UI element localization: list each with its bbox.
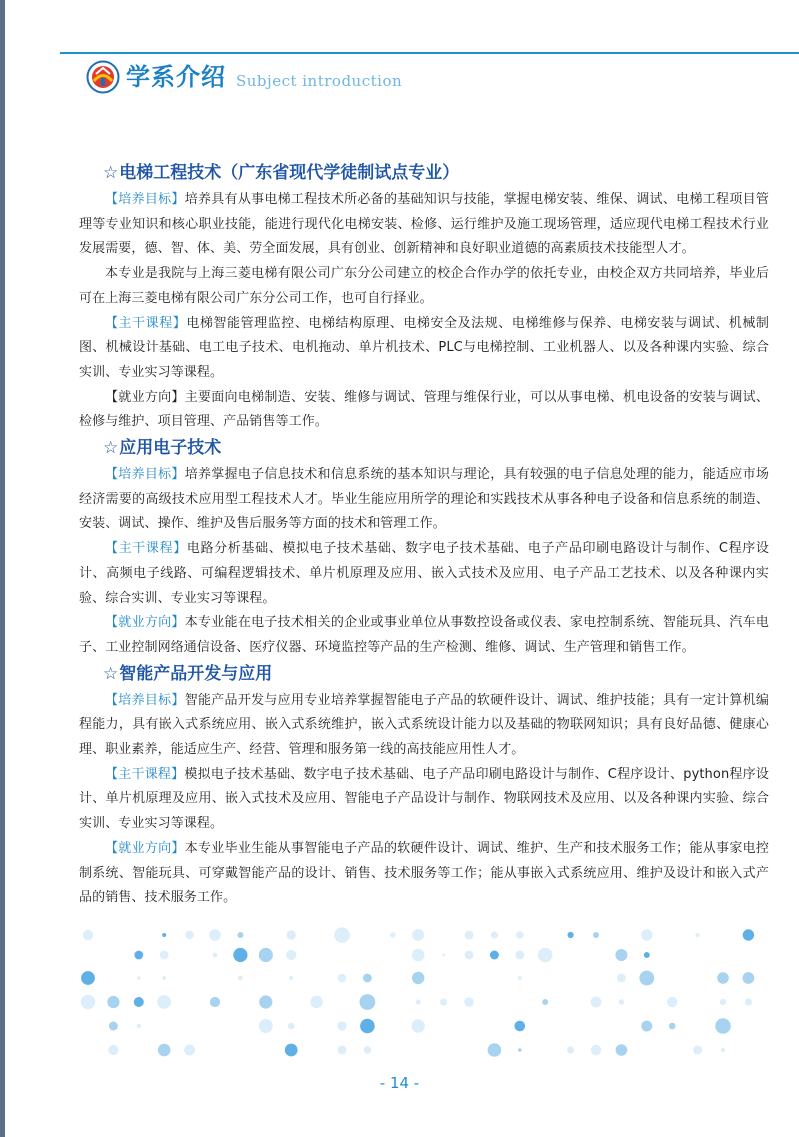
decorative-dot bbox=[518, 976, 522, 980]
page-number: - 14 - bbox=[379, 1074, 420, 1092]
decorative-dot bbox=[615, 949, 627, 961]
decorative-dot bbox=[641, 929, 652, 940]
page-header-subtitle: Subject introduction bbox=[236, 72, 403, 90]
decorative-dot bbox=[412, 972, 424, 984]
decorative-dot bbox=[338, 974, 346, 982]
section-title: ☆电梯工程技术（广东省现代学徒制试点专业） bbox=[103, 163, 460, 183]
paragraph: 【就业方向】主要面向电梯制造、安装、维修与调试、管理与维保行业，可以从事电梯、机电设备的安装与调试、检修与维护、项目管理、产品销售等工作。 bbox=[79, 389, 769, 430]
decorative-dot bbox=[518, 1048, 522, 1052]
decorative-dot bbox=[442, 954, 445, 957]
paragraph: 【培养目标】培养具有从事电梯工程技术所必备的基础知识与技能，掌握电梯安装、维保、调试、电梯工程项目管理等专业知识和核心职业技能，能进行现代化电梯安装、检修、运行维护及施工现场管理，适应现代电梯工程技术行业发展需要，德、智、体、美、劳全面发展，具有创业、创新精神和良好职业道德的高素质技术技能型人才。 bbox=[79, 192, 769, 257]
decorative-dot bbox=[185, 931, 193, 939]
decorative-dot bbox=[162, 976, 166, 980]
decorative-dot bbox=[412, 929, 424, 941]
decorative-dot bbox=[669, 1023, 676, 1030]
decorative-dot bbox=[288, 1023, 295, 1030]
section-title: ☆应用电子技术 bbox=[103, 438, 222, 459]
decorative-dot bbox=[538, 948, 553, 963]
paragraph: 本专业是我院与上海三菱电梯有限公司广东分公司建立的校企合作办学的依托专业，由校企双方共同培养，毕业后可在上海三菱电梯有限公司广东分公司工作，也可自行择业。 bbox=[79, 266, 769, 306]
decorative-dot bbox=[310, 996, 322, 1008]
star-icon: ☆ bbox=[103, 663, 119, 684]
decorative-dot bbox=[109, 1022, 118, 1031]
paragraph: 【主干课程】模拟电子技术基础、数字电子技术基础、电子产品印刷电路设计与制作、C程序设计、python程序设计、单片机原理及应用、嵌入式技术及应用、智能电子产品设计与制作、物联网技术及应用、以及各种课内实验、综合实训、专业实习等课程。 bbox=[79, 766, 769, 832]
decorative-dot bbox=[259, 1019, 273, 1033]
decorative-dot bbox=[641, 1021, 652, 1032]
decorative-dot bbox=[287, 930, 296, 939]
decorative-dot bbox=[360, 1019, 375, 1034]
decorative-dot bbox=[289, 976, 293, 980]
decorative-dot bbox=[81, 971, 95, 985]
decorative-dot bbox=[338, 1046, 347, 1055]
decorative-dot bbox=[259, 948, 273, 962]
paragraph: 【就业方向】本专业能在电子技术相关的企业或事业单位从事数控设备或仪表、家电控制系统、智能玩具、汽车电子、工业控制网络通信设备、医疗仪器、环境监控等产品的生产检测、维修、调试、生产管理和销售工作。 bbox=[79, 615, 769, 655]
decorative-dot bbox=[160, 951, 169, 960]
decorative-dot bbox=[233, 948, 247, 962]
decorative-dot bbox=[285, 1044, 298, 1057]
decorative-dot bbox=[237, 932, 243, 938]
decorative-dot bbox=[108, 1045, 118, 1055]
decorative-dot bbox=[390, 932, 395, 937]
decorative-dot bbox=[488, 1043, 502, 1057]
star-icon: ☆ bbox=[103, 438, 119, 459]
decorative-dot bbox=[440, 999, 447, 1006]
decorative-dot bbox=[134, 951, 143, 960]
decorative-dot bbox=[337, 1021, 346, 1030]
decorative-dot bbox=[213, 953, 218, 958]
decorative-dot bbox=[210, 997, 220, 1007]
paragraph: 【就业方向】本专业毕业生能从事智能电子产品的软硬件设计、调试、维护、生产和技术服务工作；能从事家电控制系统、智能玩具、可穿戴智能产品的设计、销售、技术服务等工作；能从事嵌入式系统应用、维护及设计和嵌入式产品的销售、技术服务工作。 bbox=[79, 840, 769, 906]
decorative-dot bbox=[412, 1019, 425, 1032]
decorative-dot bbox=[465, 951, 474, 960]
decorative-dot bbox=[238, 976, 243, 981]
decorative-dot bbox=[616, 1044, 628, 1056]
decorative-dot bbox=[363, 974, 372, 983]
decorative-dot bbox=[137, 1024, 141, 1028]
decorative-dot bbox=[515, 1021, 526, 1032]
decorative-dot bbox=[364, 1046, 371, 1053]
decorative-dot bbox=[591, 1045, 601, 1055]
decorative-dot bbox=[134, 997, 144, 1007]
paragraph: 【主干课程】电梯智能管理监控、电梯结构原理、电梯安全及法规、电梯维修与保养、电梯安装与调试、机械制图、机械设计基础、电工电子技术、电机拖动、单片机技术、PLC与电梯控制、工业机器人、以及各种课内实验、综合实训、专业实习等课程。 bbox=[79, 315, 769, 380]
decorative-dot bbox=[490, 951, 499, 960]
decorative-dot bbox=[593, 932, 599, 938]
decorative-dot bbox=[515, 951, 524, 960]
decorative-dot bbox=[619, 999, 624, 1004]
decorative-dot bbox=[639, 971, 654, 986]
decorative-dot bbox=[721, 1048, 725, 1052]
decorative-dot bbox=[542, 999, 548, 1005]
decorative-dot bbox=[743, 972, 755, 984]
section-title: ☆智能产品开发与应用 bbox=[103, 663, 273, 684]
decorative-dot bbox=[743, 929, 754, 940]
decorative-dot bbox=[158, 1044, 171, 1057]
page-header-title: 学系介绍 bbox=[126, 62, 226, 91]
decorative-dot bbox=[259, 995, 272, 1008]
decorative-dot bbox=[667, 997, 677, 1007]
decorative-dot bbox=[617, 974, 626, 983]
decorative-dot bbox=[465, 931, 474, 940]
decorative-dot bbox=[693, 1046, 702, 1055]
decorative-dot bbox=[568, 932, 574, 938]
star-icon: ☆ bbox=[103, 163, 119, 183]
decorative-dot bbox=[81, 995, 96, 1010]
decorative-dot bbox=[745, 998, 752, 1005]
decorative-dot bbox=[696, 933, 700, 937]
decorative-dot bbox=[334, 927, 350, 943]
decorative-dot bbox=[412, 949, 425, 962]
decorative-dot bbox=[137, 976, 141, 980]
decorative-dot bbox=[416, 999, 421, 1004]
decorative-dot bbox=[516, 931, 524, 939]
decorative-dot bbox=[715, 1018, 731, 1034]
decorative-dot bbox=[717, 972, 729, 984]
decorative-dot bbox=[162, 933, 166, 937]
paragraph: 【主干课程】电路分析基础、模拟电子技术基础、数字电子技术基础、电子产品印刷电路设计与制作、C程序设计、高频电子线路、可编程逻辑技术、单片机原理及应用、嵌入式技术及应用、电子产品工艺技术、以及各种课内实验、综合实训、专业实习等课程。 bbox=[79, 541, 769, 606]
paragraph: 【培养目标】智能产品开发与应用专业培养掌握智能电子产品的软硬件设计、调试、维护技能；具有一定计算机编程能力，具有嵌入式系统应用、嵌入式系统维护，嵌入式系统设计能力以及基础的物联网知识；具有良好品德、健康心理、职业素养，能适应生产、经营、管理和服务第一线的高技能应用性人才。 bbox=[79, 692, 769, 758]
decorative-dot bbox=[286, 950, 296, 960]
decorative-dot bbox=[591, 997, 602, 1008]
decorative-dot bbox=[464, 997, 474, 1007]
decorative-dot bbox=[107, 996, 119, 1008]
decorative-dot bbox=[83, 930, 93, 940]
decorative-dot bbox=[567, 1047, 574, 1054]
decorative-dot bbox=[360, 994, 376, 1010]
decorative-dot bbox=[720, 999, 726, 1005]
decorative-dot bbox=[209, 929, 221, 941]
decorative-dot bbox=[644, 952, 650, 958]
decorative-dot bbox=[184, 1045, 195, 1056]
paragraph: 【培养目标】培养掌握电子信息技术和信息系统的基本知识与理论，具有较强的电子信息处理的能力，能适应市场经济需要的高级技术应用型工程技术人才。毕业生能应用所学的理论和实践技术从事各种电子设备和信息系统的制造、安装、调试、操作、维护及售后服务等方面的技术和管理工作。 bbox=[79, 467, 769, 532]
decorative-dot bbox=[491, 931, 498, 938]
decorative-dot bbox=[157, 995, 171, 1009]
